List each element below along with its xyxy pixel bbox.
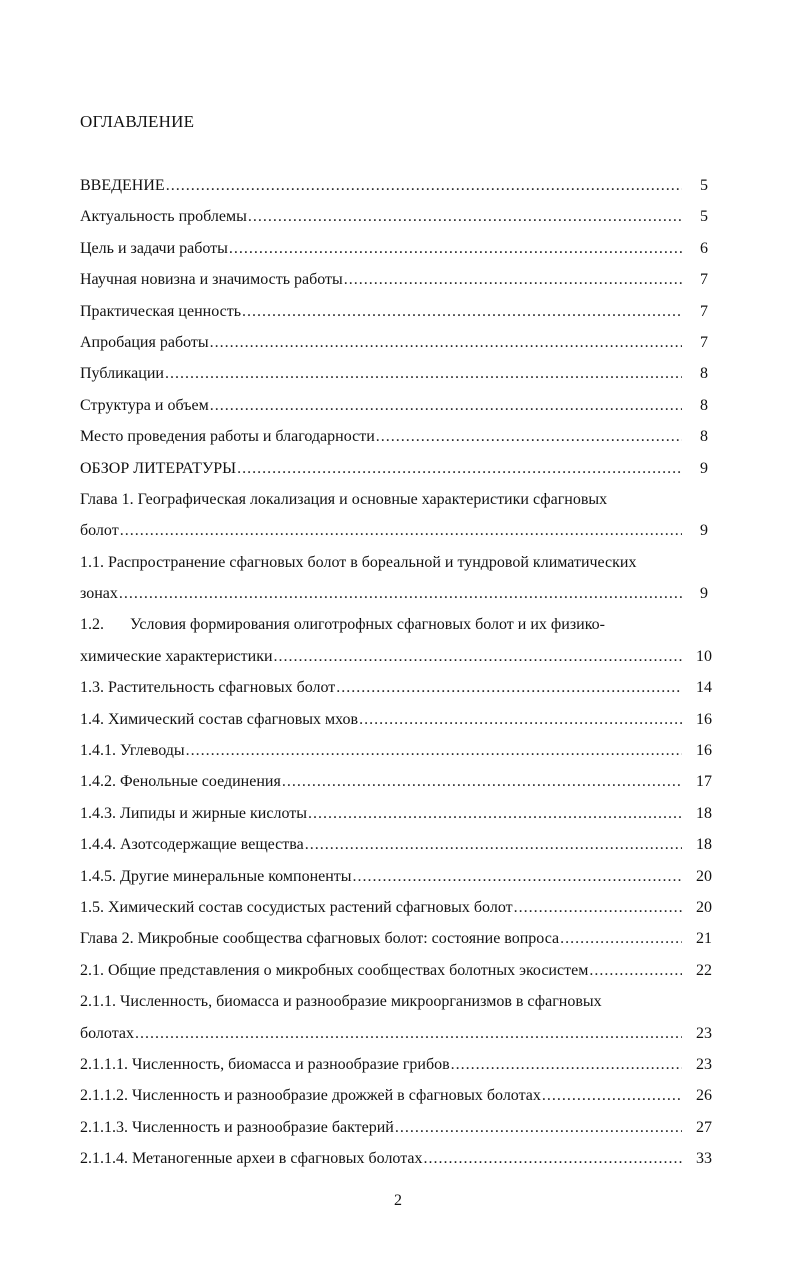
toc-entry-page: 18	[696, 836, 712, 854]
dot-leader	[248, 201, 682, 232]
toc-entry[interactable]	[80, 735, 716, 766]
toc-entry[interactable]	[80, 1112, 716, 1143]
dot-leader	[305, 829, 682, 860]
dot-leader	[210, 327, 682, 358]
toc-entry-page: 7	[700, 333, 708, 351]
toc-entry[interactable]	[80, 201, 716, 232]
dot-leader	[274, 641, 682, 672]
toc-entry[interactable]	[80, 1080, 716, 1111]
toc-entry[interactable]	[80, 515, 716, 546]
toc-entry-page: 33	[696, 1150, 712, 1168]
toc-entry[interactable]	[80, 358, 716, 389]
toc-entry-page: 16	[696, 710, 712, 728]
toc-entry-page: 7	[700, 271, 708, 289]
toc-entry-label: зонах	[80, 585, 118, 603]
toc-entry-page: 5	[700, 177, 708, 194]
toc-entry-first-line	[80, 609, 716, 640]
toc-entry-page: 21	[696, 930, 712, 948]
dot-leader	[210, 390, 682, 421]
toc-entry-label: 1.4.3. Липиды и жирные кислоты	[80, 804, 307, 822]
toc-entry-page: 8	[700, 396, 708, 414]
toc-entry-page: 8	[700, 428, 708, 446]
dot-leader	[376, 421, 682, 452]
toc-entry-label: Структура и объем	[80, 396, 209, 414]
toc-entry-label: 2.1. Общие представления о микробных сообществах болотных экосистем	[80, 961, 589, 979]
toc-entry-label: 2.1.1.2. Численность и разнообразие дрожжей в сфагновых болотах	[80, 1087, 541, 1105]
toc-entry-label: Цель и задачи работы	[80, 239, 228, 257]
dot-leader	[424, 1143, 682, 1174]
toc-entry-page: 9	[700, 585, 708, 603]
toc-entry-page: 6	[700, 239, 708, 257]
toc-entry-page: 23	[696, 1055, 712, 1073]
toc-entry-label: 1.4.4. Азотсодержащие вещества	[80, 836, 304, 854]
dot-leader	[166, 170, 682, 201]
toc-entry[interactable]	[80, 641, 716, 672]
toc-entry[interactable]	[80, 170, 716, 201]
toc-entry-label: Публикации	[80, 365, 164, 383]
toc-entry-label: Место проведения работы и благодарности	[80, 428, 375, 446]
dot-leader	[395, 1112, 682, 1143]
toc-entry-label: Научная новизна и значимость работы	[80, 271, 343, 289]
toc-entry-page: 9	[700, 459, 708, 477]
toc-entry[interactable]	[80, 923, 716, 954]
dot-leader	[229, 233, 682, 264]
toc-entry-page: 23	[696, 1024, 712, 1042]
toc-entry-page: 5	[700, 208, 708, 226]
toc-entry-label: 1.4.5. Другие минеральные компоненты	[80, 867, 352, 885]
toc-entry-first-line: Глава 1. Географическая локализация и основные характеристики сфагновых	[80, 490, 608, 508]
toc-entry-label: Практическая ценность	[80, 302, 241, 320]
dot-leader	[336, 672, 682, 703]
dot-leader	[120, 515, 682, 546]
dot-leader	[560, 923, 682, 954]
toc-entry[interactable]	[80, 233, 716, 264]
toc-entry-label: 2.1.1.1. Численность, биомасса и разнообразие грибов	[80, 1055, 450, 1073]
toc-entry-label: ОБЗОР ЛИТЕРАТУРЫ	[80, 459, 237, 477]
dot-leader	[451, 1049, 682, 1080]
toc-entry-label: Глава 2. Микробные сообщества сфагновых болот: состояние вопроса	[80, 930, 560, 948]
dot-leader	[165, 358, 682, 389]
toc-entry-label: ВВЕДЕНИЕ	[80, 177, 165, 194]
toc-entry[interactable]	[80, 264, 716, 295]
toc-entry[interactable]	[80, 453, 716, 484]
toc-entry-first-line: 2.1.1. Численность, биомасса и разнообразие микроорганизмов в сфагновых	[80, 993, 602, 1011]
toc-entry-label: Апробация работы	[80, 333, 209, 351]
table-of-contents	[80, 170, 716, 1175]
dot-leader	[359, 704, 682, 735]
toc-entry-label: болот	[80, 522, 119, 540]
toc-entry-label: 1.5. Химический состав сосудистых растений сфагновых болот	[80, 898, 513, 916]
toc-entry[interactable]	[80, 1018, 716, 1049]
toc-entry[interactable]	[80, 672, 716, 703]
toc-entry-label: 1.4.1. Углеводы	[80, 742, 185, 760]
dot-leader	[308, 798, 682, 829]
toc-entry-page: 17	[696, 773, 712, 791]
toc-entry[interactable]	[80, 766, 716, 797]
toc-entry[interactable]	[80, 578, 716, 609]
toc-entry[interactable]	[80, 892, 716, 923]
page-number: 2	[394, 1192, 402, 1209]
toc-entry-label: Актуальность проблемы	[80, 208, 247, 226]
dot-leader	[135, 1018, 682, 1049]
dot-leader	[542, 1080, 682, 1111]
toc-entry-page: 18	[696, 804, 712, 822]
toc-entry[interactable]	[80, 296, 716, 327]
toc-entry-page: 10	[696, 647, 712, 665]
toc-entry[interactable]	[80, 798, 716, 829]
toc-entry-page: 16	[696, 742, 712, 760]
toc-entry-label: 1.3. Растительность сфагновых болот	[80, 679, 336, 697]
toc-entry[interactable]	[80, 829, 716, 860]
toc-entry-page: 14	[696, 679, 712, 697]
toc-entry[interactable]	[80, 421, 716, 452]
toc-entry[interactable]	[80, 861, 716, 892]
toc-entry-number: 1.2.	[80, 616, 104, 634]
dot-leader	[186, 735, 682, 766]
toc-entry-label: болотах	[80, 1024, 134, 1042]
dot-leader	[514, 892, 682, 923]
toc-entry-page: 20	[696, 898, 712, 916]
toc-entry[interactable]	[80, 327, 716, 358]
toc-entry[interactable]	[80, 955, 716, 986]
dot-leader	[237, 453, 682, 484]
page-title: ОГЛАВЛЕНИЕ	[80, 112, 195, 131]
toc-entry-label: 1.4.2. Фенольные соединения	[80, 773, 281, 791]
dot-leader	[344, 264, 682, 295]
toc-entry-page: 8	[700, 365, 708, 383]
dot-leader	[353, 861, 682, 892]
dot-leader	[119, 578, 682, 609]
toc-entry-page: 26	[696, 1087, 712, 1105]
toc-entry[interactable]	[80, 1049, 716, 1080]
toc-entry-first-line: 1.1. Распространение сфагновых болот в бореальной и тундровой климатических	[80, 553, 637, 571]
toc-entry-page: 9	[700, 522, 708, 540]
toc-entry-page: 7	[700, 302, 708, 320]
toc-entry[interactable]	[80, 704, 716, 735]
dot-leader	[589, 955, 682, 986]
toc-entry-label: 1.4. Химический состав сфагновых мхов	[80, 710, 359, 728]
toc-entry-label: химические характеристики	[80, 647, 273, 665]
toc-entry-text: Условия формирования олиготрофных сфагновых болот и их физико-	[130, 616, 605, 634]
toc-entry-page: 27	[696, 1118, 712, 1136]
toc-entry-page: 20	[696, 867, 712, 885]
toc-entry[interactable]	[80, 1143, 716, 1174]
toc-entry-page: 22	[696, 961, 712, 979]
toc-entry-label: 2.1.1.4. Метаногенные археи в сфагновых болотах	[80, 1150, 423, 1168]
toc-entry-label: 2.1.1.3. Численность и разнообразие бактерий	[80, 1118, 394, 1136]
dot-leader	[282, 766, 682, 797]
toc-entry[interactable]	[80, 390, 716, 421]
dot-leader	[242, 296, 682, 327]
